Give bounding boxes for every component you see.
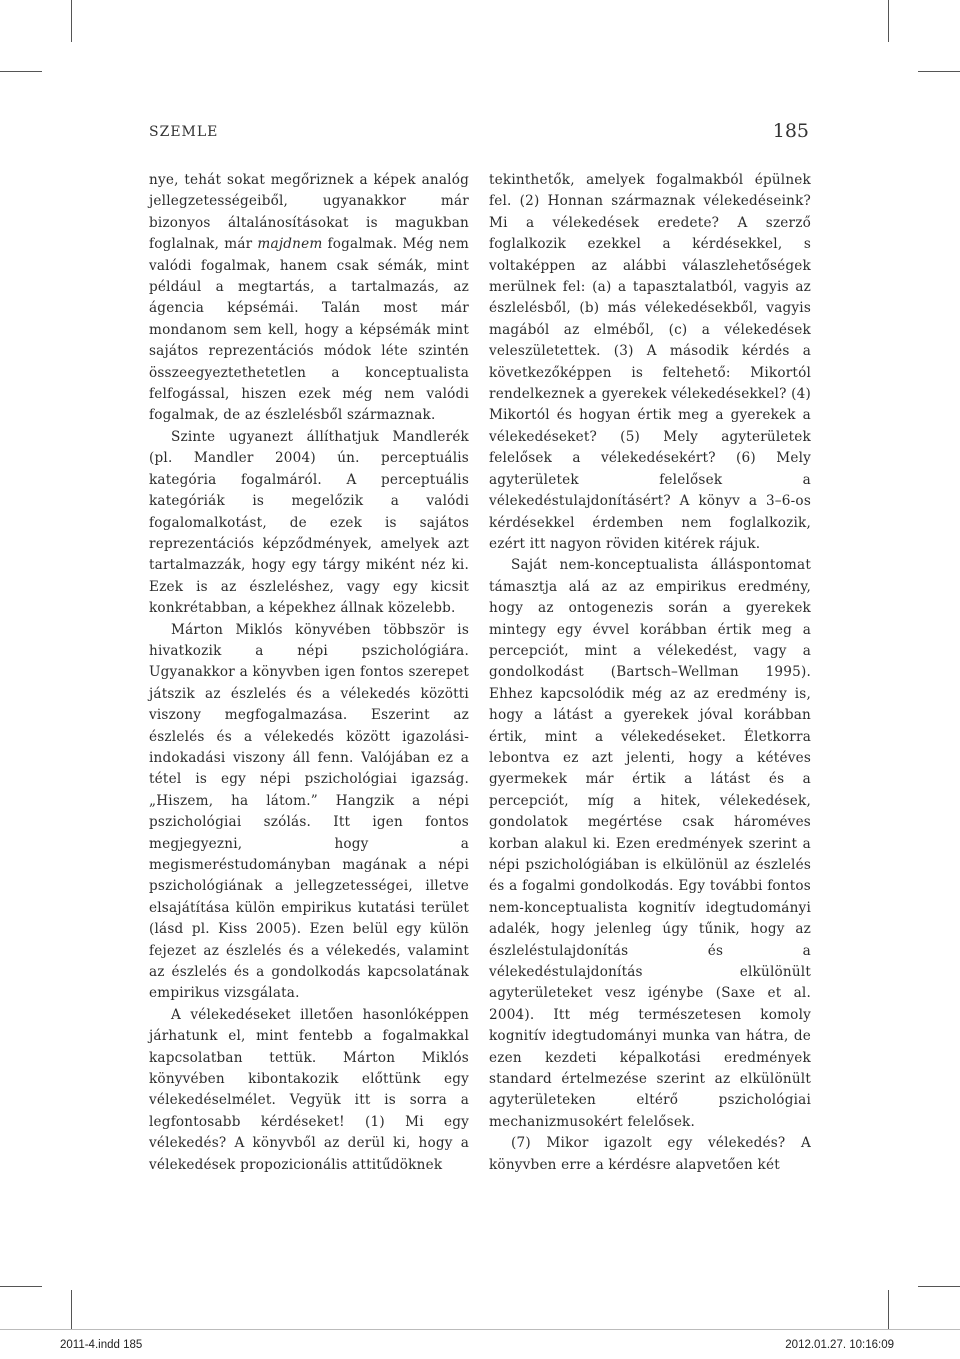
crop-mark <box>918 1286 960 1287</box>
crop-mark <box>0 1286 42 1287</box>
emphasis-text: majdnem <box>257 236 323 253</box>
footer-timestamp: 2012.01.27. 10:16:09 <box>785 1339 894 1351</box>
page-number: 185 <box>772 120 809 142</box>
crop-mark <box>918 71 960 72</box>
paragraph: Szinte ugyanezt állíthatjuk Mandlerék (pl. Mandler 2004) ún. perceptuális kategória fogalmáról. A perceptuális kategóriák is megelőzik a valódi fogalomalkotást, de ezek is sajátos reprezentációs képződmények, amelyek azt tartalmazzák, hogy egy tárgy miként néz ki. Ezek is az észleléshez, vagy egy kicsit konkrétabban, a képekhez állnak közelebb. <box>149 428 469 617</box>
print-slug-bar <box>0 1329 960 1359</box>
paragraph: (7) Mikor igazolt egy vélekedés? A könyvben erre a kérdésre alapvetően két <box>489 1135 811 1173</box>
crop-mark <box>0 71 42 72</box>
paragraph-text: fogalmak. Még nem valódi fogalmak, hanem csak sémák, mint például a megtartás, a tartalmazás, az ágencia képsémái. Talán most már mondanom sem kell, hogy a képsémák mint sajátos reprezentációs módok léte szintén összeegyeztethetetlen a konceptualista felfogással, hiszen ezek még nem valódi fogalmak, de az észlelésből származnak. <box>149 236 469 424</box>
running-header-section: SZEMLE <box>149 124 219 140</box>
crop-mark <box>71 0 72 42</box>
paragraph <box>149 170 469 427</box>
paragraph: Saját nem-konceptualista álláspontomat támasztja alá az az empirikus eredmény, hogy az ontogenezis során a gyerekek mintegy egy évvel korábban értik meg a percepciót, mint a vélekedést, vagy a gondolkodást (Bartsch–Wellman 1995). Ehhez kapcsolódik még az az eredmény is, hogy a látást a gyerekek jóval korábban értik, mint a vélekedéseket. Életkorra lebontva ez azt jelenti, hogy a kétéves gyermekek már értik a látást és a percepciót, míg a hitek, vélekedések, gondolatok megértése csak hároméves korban alakul ki. Ezen eredmények szerint a népi pszichológiában is elkülönül az észlelés és a fogalmi gondolkodás. Egy további fontos nem-konceptualista kognitív idegtudományi adalék, hogy jelenleg úgy tűnik, hogy az észleléstulajdonítás és a vélekedéstulajdonítás elkülönült agyterületeket vesz igénybe (Saxe et al. 2004). Itt még természetesen komoly kognitív idegtudományi munka van hátra, de ezen kezdeti képalkotási eredmények standard értelmezése szerint az elkülönült agyterületeken eltérő pszichológiai mechanizmusokért felelősek. <box>489 557 811 1130</box>
paragraph: tekinthetők, amelyek fogalmakból épülnek fel. (2) Honnan származnak vélekedéseink? Mi a vélekedések eredete? A szerző foglalkozik ezekkel a kérdésekkel, s voltaképpen az alábbi válaszlehetőségek merülnek fel: (a) a tapasztalatból, vagyis az észlelésből, (b) más vélekedésekből, vagyis magából az elméből, (c) a vélekedések veleszületettek. (3) A második kérdés a következőképpen is feltehető: Mikortól rendelkeznek a gyerekek vélekedésekkel? (4) Mikortól és hogyan értik meg a gyerekek a vélekedéseket? (5) Mely agyterületek felelősek a vélekedésekért? (6) Mely agyterületek felelősek a vélekedéstulajdonításért? A könyv a 3–6-os kérdésekkel érdemben nem foglalkozik, ezért itt nagyon röviden kitérek rájuk. <box>489 172 811 552</box>
paragraph: A vélekedéseket illetően hasonlóképpen járhatunk el, mint fentebb a fogalmakkal kapcsolatban tettük. Márton Miklós könyvében kibontakozik előttünk egy vélekedéselmélet. Vegyük itt is sorra a legfontosabb kérdéseket! (1) Mi egy vélekedés? A könyvből az derül ki, hogy a vélekedések propozicionális attitűdöknek <box>149 1006 469 1173</box>
right-text-column <box>489 170 811 1176</box>
paragraph: Márton Miklós könyvében többször is hivatkozik a népi pszichológiára. Ugyanakkor a könyvben igen fontos szerepet játszik az észlelés és a vélekedés közötti viszony megfogalmazása. Eszerint az észlelés és a vélekedés között igazolási-indokadási viszony áll fenn. Valójában ez a tétel is egy népi pszichológiai igazság. „Hiszem, ha látom.” Hangzik a népi pszichológiai szólás. Itt igen fontos megjegyezni, hogy a megismeréstudományban magának a népi pszichológiának a jellegzetességei, illetve elsajátítása külön empirikus kutatási terület (lásd pl. Kiss 2005). Ezen belül egy külön fejezet az észlelés és a vélekedés, valamint az észlelés és a gondolkodás kapcsolatának empirikus vizsgálata. <box>149 621 469 1002</box>
crop-mark <box>71 1290 72 1329</box>
left-text-column <box>149 170 469 1176</box>
crop-mark <box>888 1290 889 1329</box>
paragraph-text: nye, tehát sokat megőriznek a képek analóg jellegzetességeiből, ugyanakkor már bizonyos általánosításokat is magukban foglalnak, már <box>149 172 469 253</box>
crop-mark <box>888 0 889 42</box>
footer-file-name: 2011-4.indd 185 <box>60 1339 143 1351</box>
